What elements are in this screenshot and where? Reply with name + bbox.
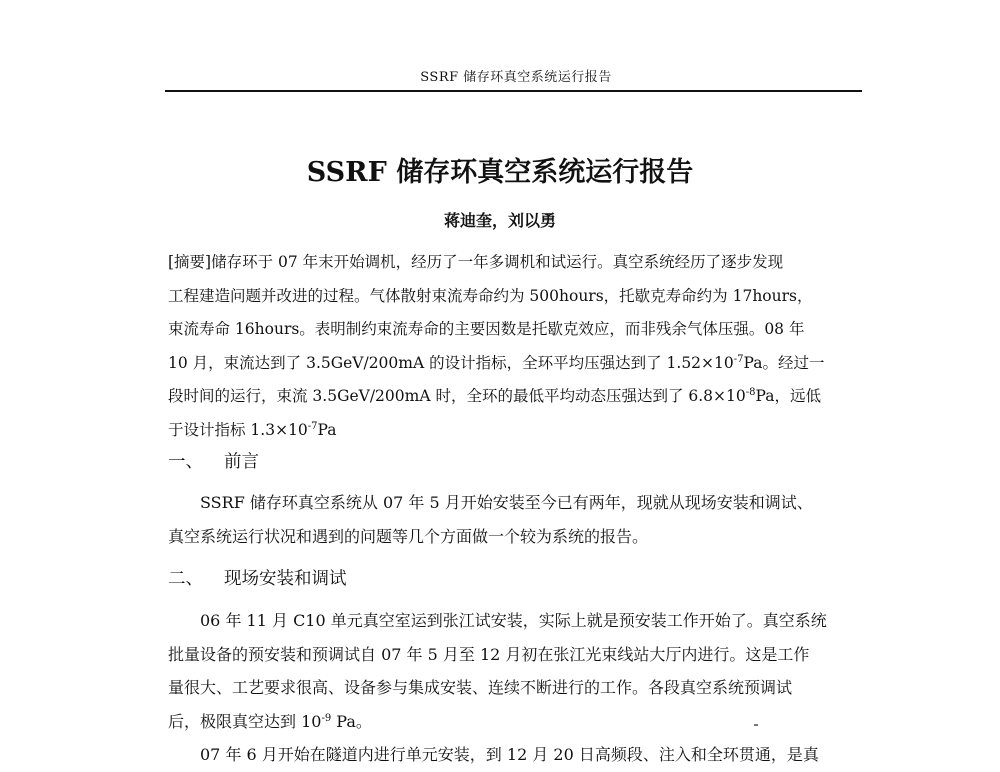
scan-artifact (754, 724, 758, 726)
paragraph-line: 07 年 6 月开始在隧道内进行单元安装，到 12 月 20 日高频段、注入和全环贯通，是真 (200, 745, 819, 764)
paragraph-text: Pa。 (331, 711, 372, 731)
abstract-text: Pa。经过一 (743, 353, 825, 372)
preface-paragraph (168, 486, 860, 553)
paragraph-line: 批量设备的预安装和预调试自 07 年 5 月至 12 月初在张江光束线站大厅内进行。这是工作 (168, 644, 810, 664)
abstract-text: Pa，远低 (755, 387, 821, 405)
abstract (168, 246, 860, 447)
paragraph-line: SSRF 储存环真空系统从 07 年 5 月开始安装至今已有两年，现就从现场安装和调试、 (200, 493, 813, 512)
header-rule (165, 90, 862, 92)
section-heading-installation (168, 565, 347, 590)
paragraph-line: 06 年 11 月 C10 单元真空室运到张江试安装，实际上就是预安装工作开始了。真空系统 (200, 611, 827, 630)
section-title: 现场安装和调试 (224, 569, 347, 589)
section-title: 前言 (224, 452, 259, 472)
paragraph-text: 后，极限真空达到 10 (168, 711, 322, 731)
abstract-line: 工程建造问题并改进的过程。气体散射束流寿命约为 500hours，托歇克寿命约为 17hours， (168, 286, 813, 305)
paragraph-line: 量很大、工艺要求很高、设备参与集成安装、连续不断进行的工作。各段真空系统预调试 (168, 678, 793, 697)
exponent: -9 (321, 712, 332, 724)
abstract-text: 段时间的运行，束流 3.5GeV/200mA 时，全环的最低平均动态压强达到了 6.8×10 (168, 387, 746, 405)
abstract-line (168, 347, 860, 381)
section-number: 二、 (168, 569, 203, 589)
abstract-line (168, 380, 860, 414)
abstract-line: 束流寿命 16hours。表明制约束流寿命的主要因数是托歇克效应，而非残余气体压强。08 年 (168, 320, 805, 338)
paragraph-line: 真空系统运行状况和遇到的问题等几个方面做一个较为系统的报告。 (168, 526, 649, 546)
exponent: -7 (733, 353, 744, 365)
abstract-line (168, 414, 860, 448)
section-heading-preface (168, 448, 259, 473)
document-title: SSRF 储存环真空系统运行报告 (306, 157, 694, 188)
authors: 蒋迪奎，刘以勇 (443, 211, 556, 230)
exponent: -7 (307, 420, 318, 432)
installation-paragraph (168, 604, 860, 772)
abstract-text: 10 月，束流达到了 3.5GeV/200mA 的设计指标，全环平均压强达到了 1.52×10 (168, 353, 734, 372)
exponent: -8 (745, 387, 756, 398)
abstract-text: Pa (317, 420, 337, 439)
abstract-text: 于设计指标 1.3×10 (168, 420, 308, 439)
section-number: 一、 (168, 452, 203, 472)
abstract-line: [摘要]储存环于 07 年末开始调机，经历了一年多调机和试运行。真空系统经历了逐步发现 (168, 253, 784, 271)
running-header: SSRF 储存环真空系统运行报告 (420, 70, 612, 85)
paragraph-line (168, 705, 860, 739)
